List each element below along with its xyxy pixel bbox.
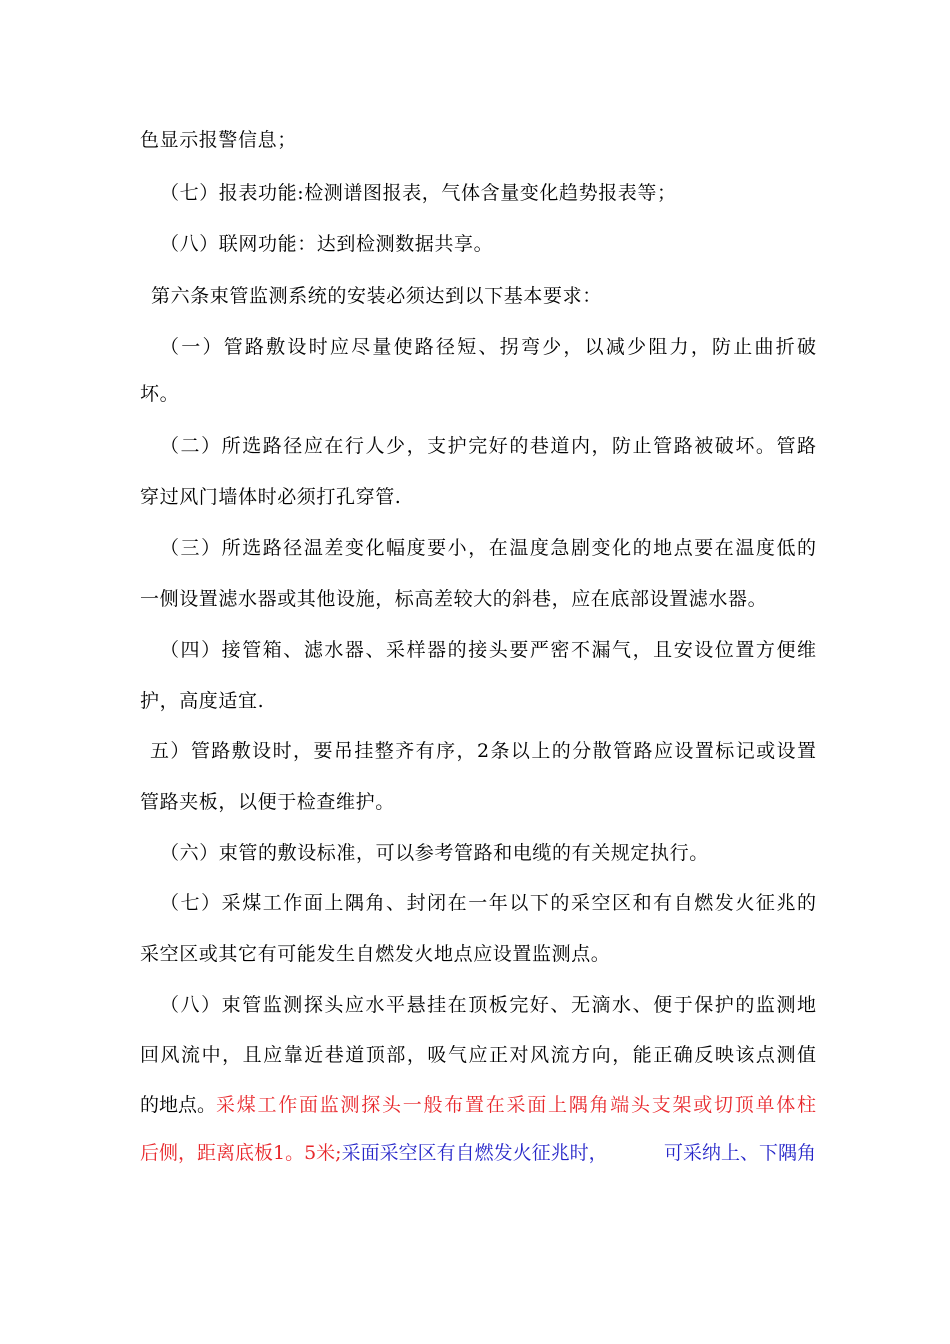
text-line: 回风流中，且应靠近巷道顶部，吸气应正对风流方向，能正确反映该点测值 [140, 1044, 816, 1066]
text-line: （七）报表功能:检测谱图报表，气体含量变化趋势报表等； [160, 182, 677, 204]
highlight-blue-text: 采面采空区有自燃发火征兆时， [341, 1142, 608, 1164]
highlight-blue-text: 可采纳上、下隅角 [663, 1142, 816, 1164]
text-line: （八）束管监测探头应水平悬挂在顶板完好、无滴水、便于保护的监测地 [160, 994, 816, 1016]
text-line-mixed [140, 1092, 816, 1118]
text-line: （一）管路敷设时应尽量使路径短、拐弯少，以减少阻力，防止曲折破 [160, 336, 816, 358]
text-line: 管路夹板，以便于检查维护。 [140, 791, 395, 813]
text-line: 一侧设置滤水器或其他设施，标高差较大的斜巷，应在底部设置滤水器。 [140, 588, 768, 610]
text-line: 护，高度适宜. [140, 690, 265, 712]
highlight-blue-segment [342, 1140, 816, 1166]
text-line: 色显示报警信息； [140, 129, 297, 151]
section-heading: 第六条束管监测系统的安装必须达到以下基本要求： [151, 285, 602, 307]
text-line: 穿过风门墙体时必须打孔穿管. [140, 486, 402, 508]
text-line: （六）束管的敷设标准，可以参考管路和电缆的有关规定执行。 [160, 842, 709, 864]
text-line: （二）所选路径应在行人少，支护完好的巷道内，防止管路被破坏。管路 [160, 435, 816, 457]
text-line: （七）采煤工作面上隅角、封闭在一年以下的采空区和有自燃发火征兆的 [160, 892, 816, 914]
text-line-mixed [140, 1140, 816, 1166]
text-line: （三）所选路径温差变化幅度要小，在温度急剧变化的地点要在温度低的 [160, 537, 816, 559]
text-line: （八）联网功能：达到检测数据共享。 [160, 233, 494, 255]
text-line: 坏。 [140, 383, 180, 405]
highlight-red-segment: 采煤工作面监测探头一般布置在采面上隅角端头支架或切顶单体柱 [216, 1094, 816, 1116]
text-line: 五）管路敷设时，要吊挂整齐有序，2条以上的分散管路应设置标记或设置 [150, 740, 816, 762]
text-segment: 的地点。 [140, 1094, 217, 1116]
text-line: （四）接管箱、滤水器、采样器的接头要严密不漏气，且安设位置方便维 [160, 639, 816, 661]
text-line: 采空区或其它有可能发生自燃发火地点应设置监测点。 [140, 943, 611, 965]
highlight-red-segment: 后侧，距离底板1。5米; [140, 1142, 342, 1164]
